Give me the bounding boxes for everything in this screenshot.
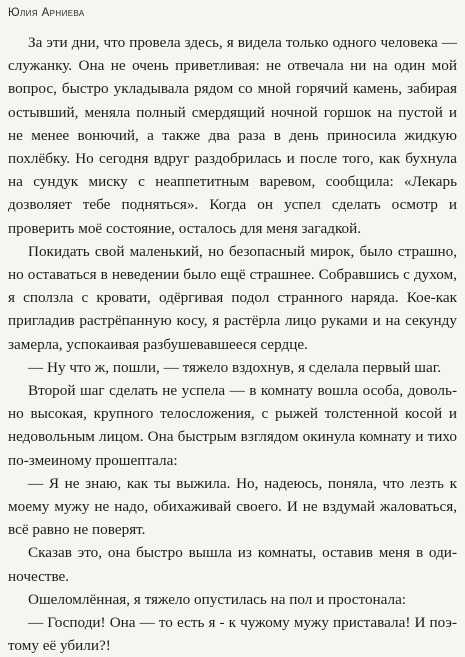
- paragraph: — Я не знаю, как ты выжила. Но, надеюсь, поняла, что лезть к моему мужу не надо, обихаживай своего. И не вздумай жаловаться, всё равно не поверят.: [8, 474, 457, 539]
- paragraph: Ошеломлённая, я тяжело опустилась на пол и простонала:: [28, 590, 407, 608]
- page-body: [8, 31, 457, 657]
- paragraph: — Ну что ж, пошли, — тяжело вздохнув, я сделала первый шаг.: [28, 358, 442, 376]
- paragraph: — Господи! Она — то есть я - к чужому мужу приставала! И поэтому её убили?!: [8, 614, 457, 655]
- paragraph: Покидать свой маленький, но безопасный мирок, было страшно, но оставаться в неведении было ещё страшнее. Собравшись с духом, я сползла с кровати, одёргивая подол странного наряда. Кое-как пригладив растрёпанную косу, я растёрла лицо руками и на секунду замерла, успокаивая разбушевавшееся сердце.: [8, 242, 457, 353]
- running-head-author: Юлия Арниева: [8, 7, 85, 19]
- paragraph: Второй шаг сделать не успела — в комнату вошла особа, довольно высокая, крупного телосложения, с рыжей толстенной косой и недовольным лицом. Она быстрым взглядом окинула комнату и тихо по-змеиному прошептала:: [8, 382, 457, 469]
- paragraph: За эти дни, что провела здесь, я видела только одного человека — служанку. Она не очень приветливая: не отвечала ни на один мой вопрос, быстро укладывала рядом со мной горячий камень, забирая остывший, меняла полный смердящий ночной горшок на пустой и не менее вонючий, а также два раза в день приносила жидкую похлёбку. Но сегодня вдруг раздобрилась и после того, как бухнула на сундук миску с неаппетитным варевом, сообщила: «Лекарь дозволяет тебе подняться». Когда он успел сделать осмотр и проверить моё состояние, осталось для меня загадкой.: [8, 34, 457, 237]
- paragraph: Сказав это, она быстро вышла из комнаты, оставив меня в одиночестве.: [8, 544, 457, 585]
